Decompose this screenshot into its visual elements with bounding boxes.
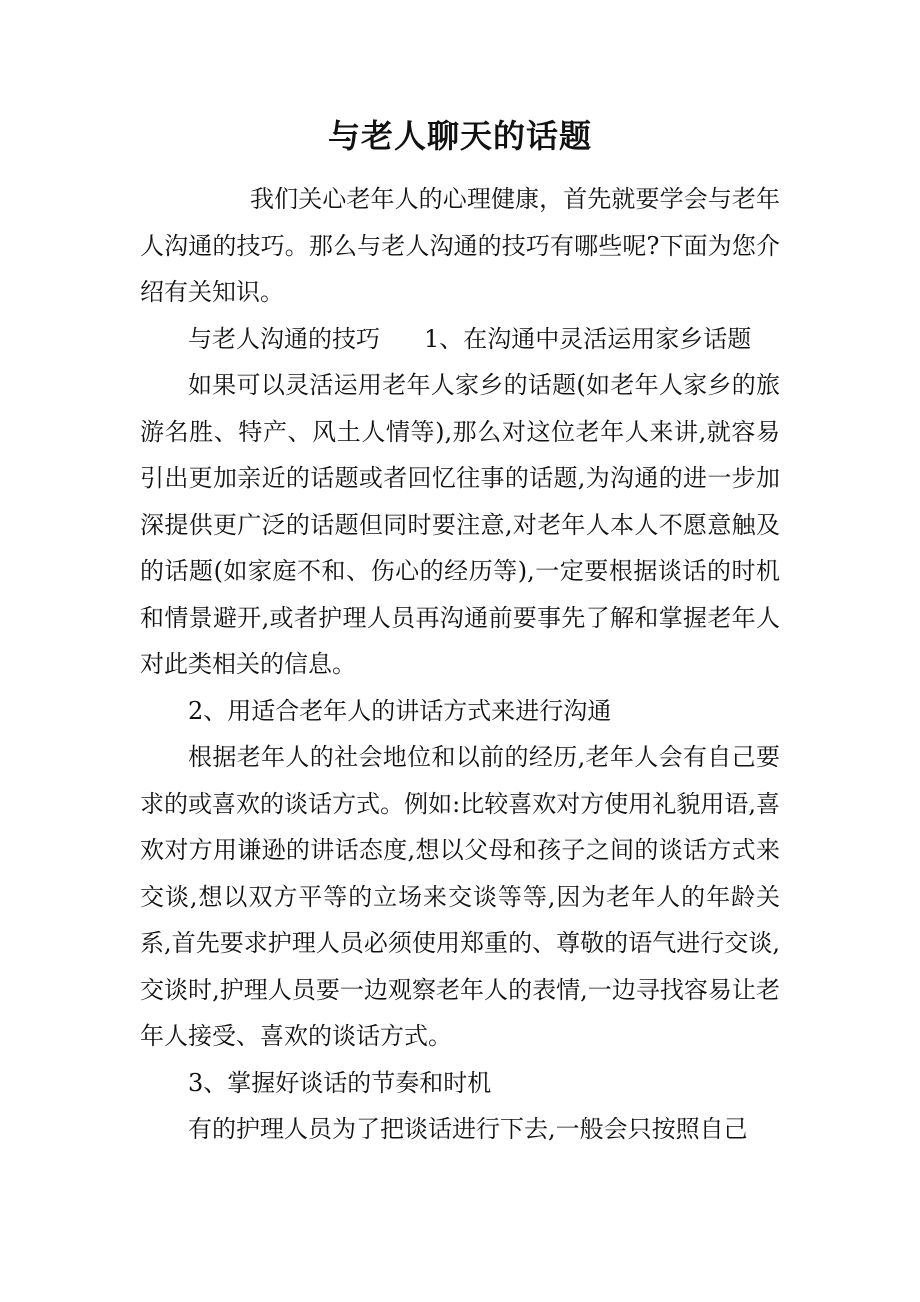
intro-paragraph: 我们关心老年人的心理健康，首先就要学会与老年人沟通的技巧。那么与老人沟通的技巧有哪些呢?下面为您介绍有关知识。 (140, 185, 780, 306)
point2-paragraph: 根据老年人的社会地位和以前的经历,老年人会有自己要求的或喜欢的谈话方式。例如:比较喜欢对方使用礼貌用语,喜欢对方用谦逊的讲话态度,想以父母和孩子之间的谈话方式来交谈,想以双方平等的立场来交谈等等,因为老年人的年龄关系,首先要求护理人员必须使用郑重的、尊敬的语气进行交谈,交谈时,护理人员要一边观察老年人的表情,一边寻找容易让老年人接受、喜欢的谈话方式。 (140, 743, 780, 1050)
section-heading-line (140, 316, 780, 363)
document-title: 与老人聊天的话题 (327, 117, 592, 155)
point3-paragraph: 有的护理人员为了把谈话进行下去,一般会只按照自己 (188, 1115, 748, 1143)
point2-heading: 2、用适合老年人的讲话方式来进行沟通 (188, 696, 612, 725)
document-body (140, 176, 780, 1153)
point1-heading: 1、在沟通中灵活运用家乡话题 (424, 324, 752, 353)
point3-heading: 3、掌握好谈话的节奏和时机 (188, 1068, 492, 1097)
point1-paragraph: 如果可以灵活运用老年人家乡的话题(如老年人家乡的旅游名胜、特产、风土人情等),那么对这位老年人来讲,就容易引出更加亲近的话题或者回忆往事的话题,为沟通的进一步加深提供更广泛的话题但同时要注意,对老年人本人不愿意触及的话题(如家庭不和、伤心的经历等),一定要根据谈话的时机和情景避开,或者护理人员再沟通前要事先了解和掌握老年人对此类相关的信息。 (140, 371, 780, 678)
section-heading: 与老人沟通的技巧 (188, 324, 380, 353)
